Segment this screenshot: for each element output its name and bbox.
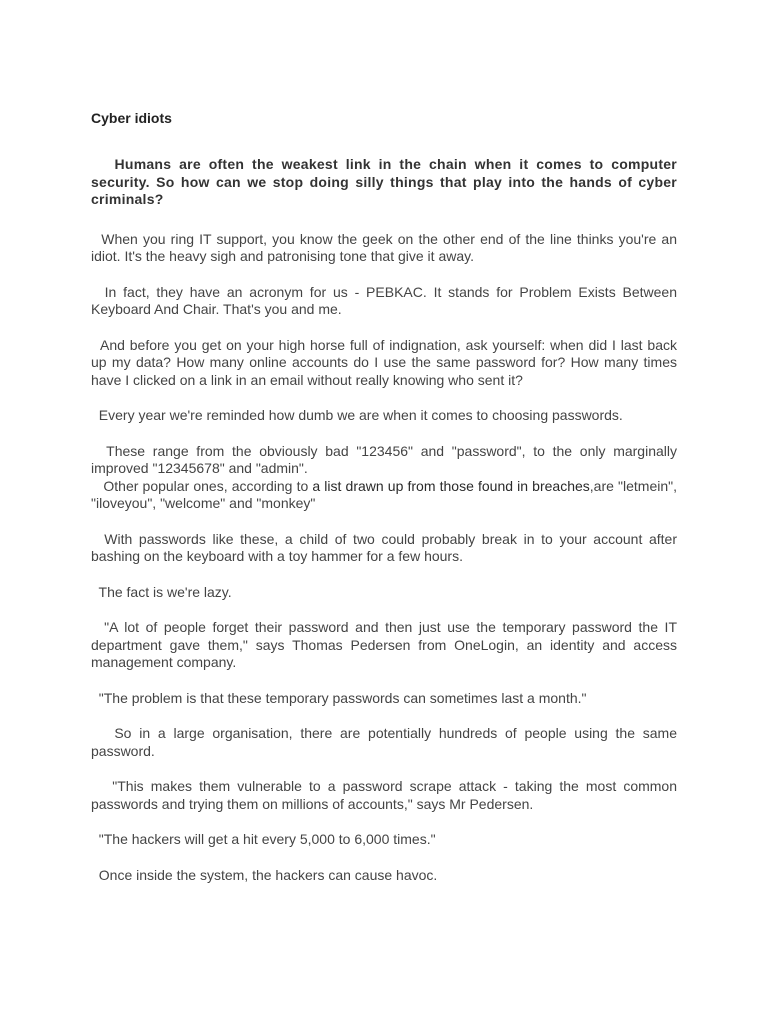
- paragraph-text: "This makes them vulnerable to a password scrape attack - taking the most common passwords and trying them on millions of accounts," says Mr Pedersen.: [91, 778, 677, 812]
- paragraph-text: These range from the obviously bad "123456" and "password", to the only marginally improved "12345678" and "admin".: [91, 442, 677, 476]
- paragraph-pedersen-quote: [91, 619, 677, 672]
- paragraph-lazy: [91, 584, 677, 602]
- paragraph-text: When you ring IT support, you know the geek on the other end of the line thinks you're an idiot. It's the heavy sigh and patronising tone that give it away.: [91, 230, 677, 264]
- paragraph-text: The fact is we're lazy.: [98, 583, 232, 600]
- popular-prefix: Other popular ones, according to: [103, 477, 313, 494]
- paragraph-text: So in a large organisation, there are potentially hundreds of people using the same password.: [91, 725, 677, 759]
- paragraph-text: "A lot of people forget their password and then just use the temporary password the IT department gave them," says Thomas Pedersen from OneLogin, an identity and access management company.: [91, 619, 678, 670]
- article-body: [91, 110, 677, 902]
- paragraph-text: "The problem is that these temporary passwords can sometimes last a month.": [98, 689, 587, 706]
- paragraph-toy-hammer: [91, 531, 677, 566]
- article-lead: [91, 156, 677, 209]
- lead-text: Humans are often the weakest link in the chain when it comes to computer security. So how can we stop doing silly things that play into the hands of cyber criminals?: [91, 156, 677, 207]
- paragraph-havoc: [91, 867, 677, 885]
- paragraph-high-horse: [91, 337, 677, 390]
- paragraph-pebkac: [91, 284, 677, 319]
- paragraph-text: Every year we're reminded how dumb we are when it comes to choosing passwords.: [98, 407, 623, 423]
- paragraph-it-support: [91, 231, 677, 266]
- paragraph-range: [91, 443, 677, 478]
- paragraph-text: In fact, they have an acronym for us - PEBKAC. It stands for Problem Exists Between Keyboard And Chair. That's you and me.: [91, 283, 678, 317]
- article-title: Cyber idiots: [91, 110, 172, 126]
- paragraph-text: And before you get on your high horse full of indignation, ask yourself: when did I last back up my data? How many online accounts do I use the same password for? How many times have I clicked on a link in an email without really knowing who sent it?: [91, 336, 678, 388]
- paragraph-temporary: [91, 690, 677, 708]
- paragraph-hit-rate: [91, 831, 677, 849]
- paragraph-text: "The hackers will get a hit every 5,000 to 6,000 times.": [98, 831, 436, 847]
- popular-suffix: ,are "letmein", "iloveyou", "welcome" and "monkey": [91, 477, 677, 511]
- breaches-list-link[interactable]: a list drawn up from those found in breaches: [312, 477, 590, 494]
- paragraph-organisation: [91, 725, 677, 760]
- paragraph-popular: [91, 478, 677, 513]
- paragraph-text: Once inside the system, the hackers can cause havoc.: [98, 866, 438, 883]
- paragraph-every-year: [91, 407, 677, 425]
- paragraph-text: With passwords like these, a child of two could probably break in to your account after bashing on the keyboard with a toy hammer for a few hours.: [91, 530, 677, 564]
- paragraph-scrape-attack: [91, 778, 677, 813]
